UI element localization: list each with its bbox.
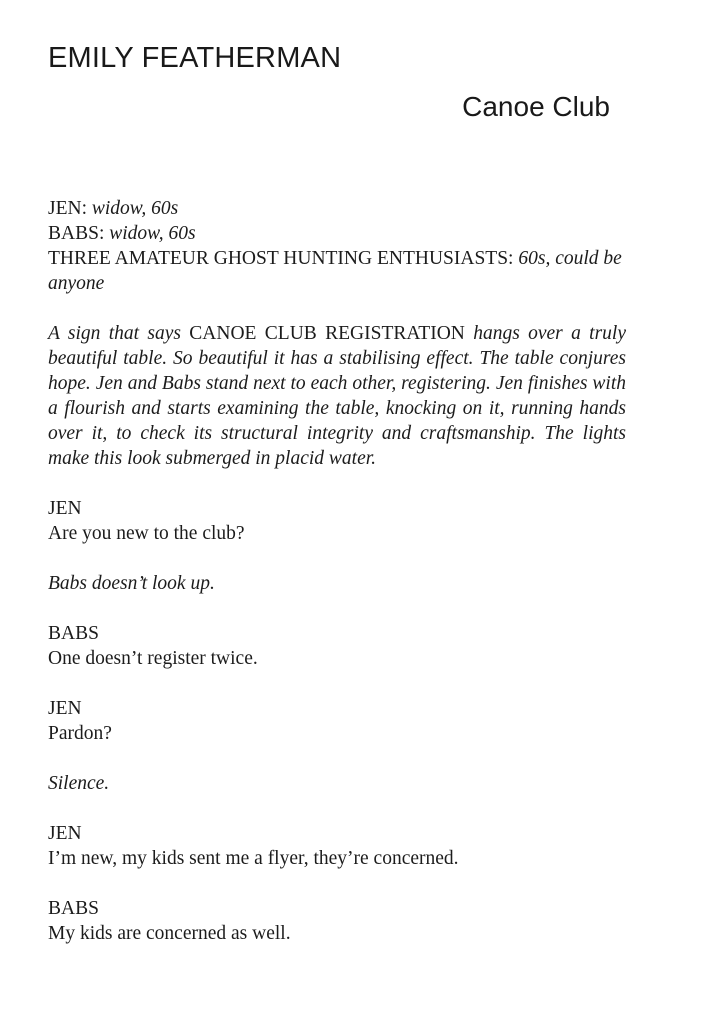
speaker-name: BABS (48, 622, 99, 644)
character-description: widow, 60s (91, 197, 179, 219)
character-name: JEN: (48, 197, 87, 219)
dialogue-block (48, 821, 626, 871)
character-entry (48, 221, 626, 246)
dialogue-line: One doesn’t register twice. (48, 647, 258, 669)
speaker-name: JEN (48, 697, 82, 719)
character-entry (48, 196, 626, 221)
inline-stage-direction: Silence. (48, 772, 110, 794)
play-title: Canoe Club (462, 91, 610, 123)
dialogue-block (48, 496, 626, 546)
author-name: EMILY FEATHERMAN (48, 42, 342, 74)
dialogue-line: Pardon? (48, 722, 112, 744)
character-name: THREE AMATEUR GHOST HUNTING ENTHUSIASTS: (48, 247, 514, 269)
character-list (48, 196, 626, 296)
dialogue-block (48, 696, 626, 746)
character-entry (48, 246, 626, 296)
speaker-name: JEN (48, 497, 82, 519)
sign-text: CANOE CLUB REGISTRATION (189, 322, 465, 344)
stage-direction-text: hangs over a truly beautiful table. So beautiful it has a stabilising effect. The table conjures hope. Jen and Babs stand next to each other, registering. Jen finishes with a flourish and starts examining the table, knocking on it, running hands over it, to check its structural integrity and craftsmanship. The lights make this look submerged in placid water. (48, 322, 626, 469)
inline-stage-direction: Babs doesn’t look up. (48, 572, 215, 594)
dialogue-line: My kids are concerned as well. (48, 922, 291, 944)
dialogue-line: Are you new to the club? (48, 522, 245, 544)
stage-direction-text: A sign that says (48, 322, 181, 344)
character-name: BABS: (48, 222, 105, 244)
character-description: 60s, could be anyone (48, 247, 622, 294)
speaker-name: JEN (48, 822, 82, 844)
opening-stage-direction (48, 321, 626, 471)
dialogue-block (48, 621, 626, 671)
speaker-name: BABS (48, 897, 99, 919)
dialogue-block (48, 896, 626, 946)
character-description: widow, 60s (109, 222, 196, 244)
dialogue-line: I’m new, my kids sent me a flyer, they’re concerned. (48, 847, 459, 869)
